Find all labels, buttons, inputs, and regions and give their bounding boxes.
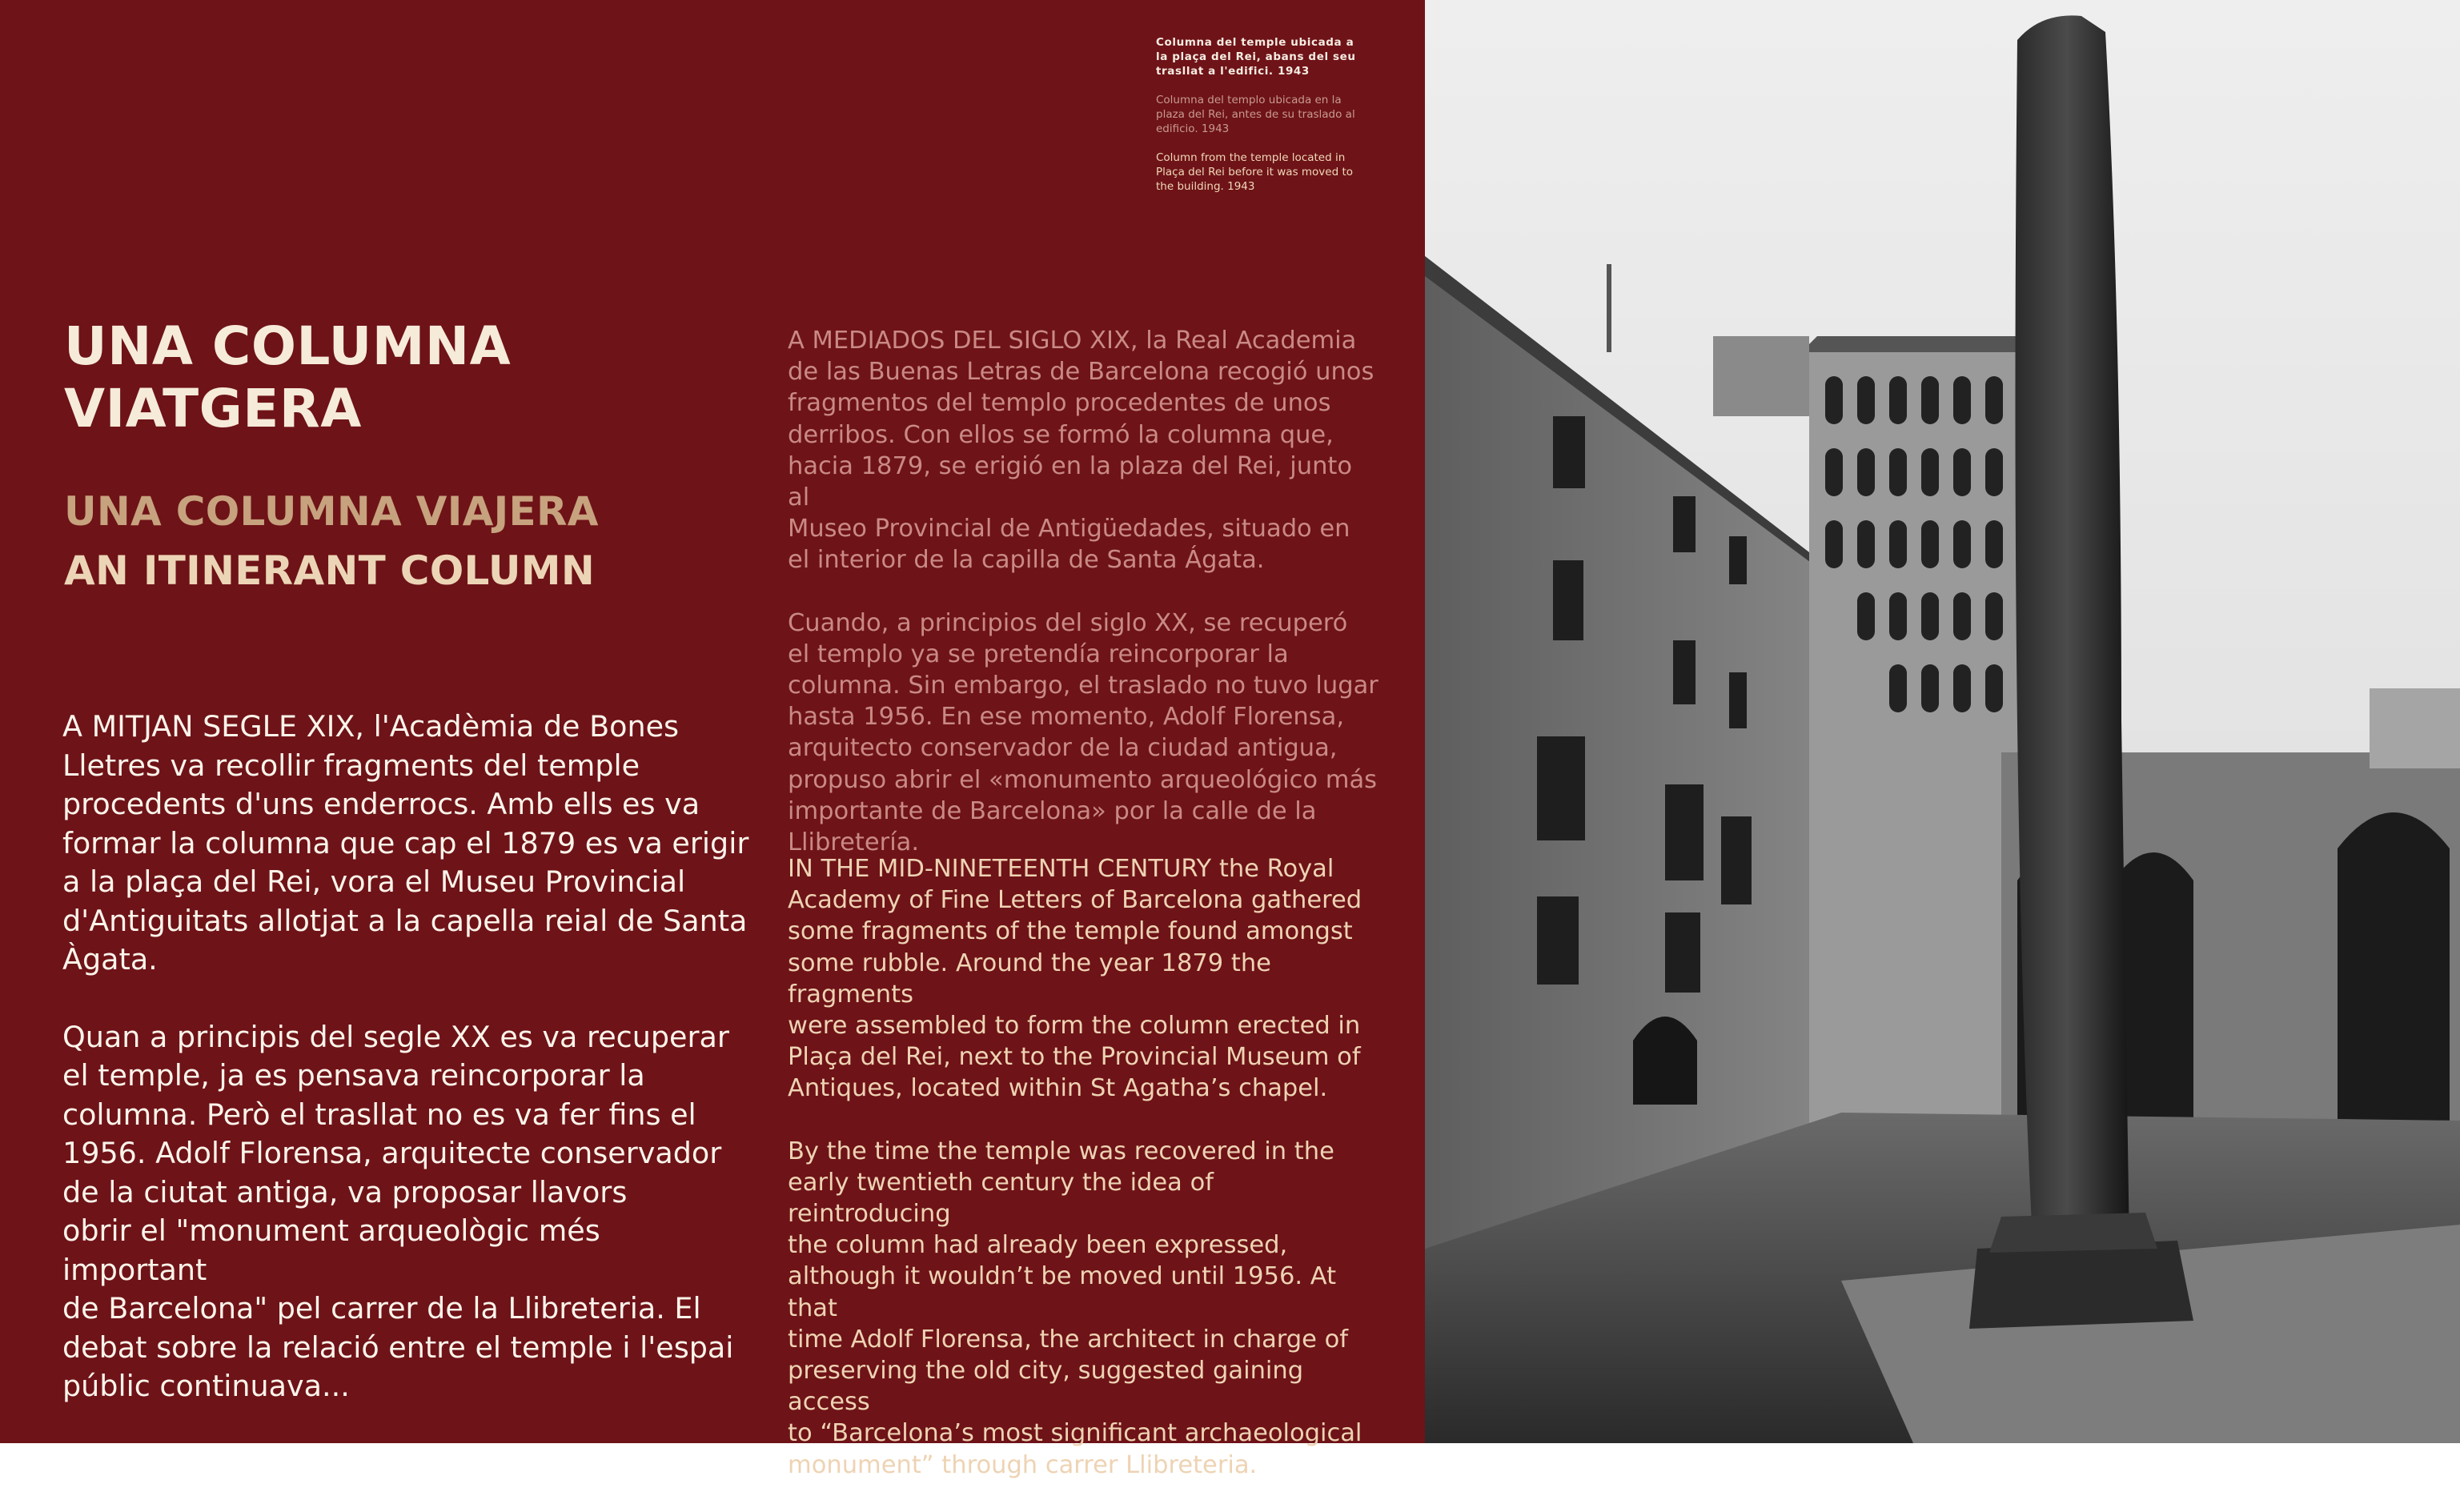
english-paragraph-2: By the time the temple was recovered in the early twentieth century the idea of reintroducing the column had already been expressed, although it wouldn’t be moved until 1956. At that time Adolf Florensa, the architect in charge of preserving the old city, suggested gaining access to “Barcelona’s most significant archaeological monument” through carrer Llibreteria.	[788, 1137, 1362, 1479]
catalan-paragraph-1: A MITJAN SEGLE XIX, l'Acadèmia de Bones Lletres va recollir fragments del temple procedents d'uns enderrocs. Amb ells es va formar la columna que cap el 1879 es va erigir a la plaça del Rei, vora el Museu Provincial d'Antiguitats allotjat a la capella reial de Santa Àgata.	[62, 709, 749, 977]
spanish-paragraph-1: A MEDIADOS DEL SIGLO XIX, la Real Academia de las Buenas Letras de Barcelona recogió unos fragmentos del templo procedentes de unos derribos. Con ellos se formó la columna que, hacia 1879, se erigió en la plaza del Rei, junto al Museo Provincial de Antigüedades, situado en el interior de la capilla de Santa Ágata.	[788, 327, 1374, 575]
title-line-1: UNA COLUMNA	[64, 315, 512, 377]
title-line-2: VIATGERA	[64, 378, 362, 439]
catalan-text	[62, 708, 751, 1445]
subtitle-english: AN ITINERANT COLUMN	[64, 547, 595, 594]
english-text	[788, 853, 1380, 1512]
doorway	[1633, 1017, 1697, 1105]
subtitles	[64, 482, 704, 600]
subtitle-spanish: UNA COLUMNA VIAJERA	[64, 488, 599, 535]
tower-roof	[1801, 336, 2049, 352]
caption-spanish: Columna del templo ubicada en la plaza del Rei, antes de su traslado al edificio. 1943	[1156, 94, 1355, 135]
main-title	[64, 315, 672, 440]
plaza-column-photo	[1425, 0, 2460, 1443]
caption-english: Column from the temple located in Plaça del Rei before it was moved to the building. 1943	[1156, 151, 1354, 193]
catalan-paragraph-2: Quan a principis del segle XX es va recuperar el temple, ja es pensava reincorporar la columna. Però el trasllat no es va fer fins el 1956. Adolf Florensa, arquitecte conservador de la ciutat antiga, va proposar llavors obrir el "monument arqueològic més important de Barcelona" pel carrer de la Llibreteria. El debat sobre la relació entre el temple i l'espai públic continuava...	[62, 1019, 734, 1403]
right-building	[2370, 688, 2460, 768]
spanish-text	[788, 325, 1380, 889]
english-paragraph-1: IN THE MID-NINETEENTH CENTURY the Royal Academy of Fine Letters of Barcelona gathered some fragments of the temple found amongst some rubble. Around the year 1879 the fragments were assembled to form the column erected in Plaça del Rei, next to the Provincial Museum of Antiques, located within St Agatha’s chapel.	[788, 855, 1362, 1103]
caption-catalan: Columna del temple ubicada a la plaça del Rei, abans del seu trasllat a l'edifici. 1943	[1156, 36, 1356, 78]
dome-base	[1713, 336, 1809, 416]
spanish-paragraph-2: Cuando, a principios del siglo XX, se recuperó el templo ya se pretendía reincorporar la columna. Sin embargo, el traslado no tuvo lugar hasta 1956. En ese momento, Adolf Florensa, arquitecto conservador de la ciudad antigua, propuso abrir el «monumento arqueológico más importante de Barcelona» por la calle de la Llibretería.	[788, 608, 1378, 857]
photo-caption	[1156, 35, 1369, 208]
historic-photo	[1425, 0, 2460, 1443]
